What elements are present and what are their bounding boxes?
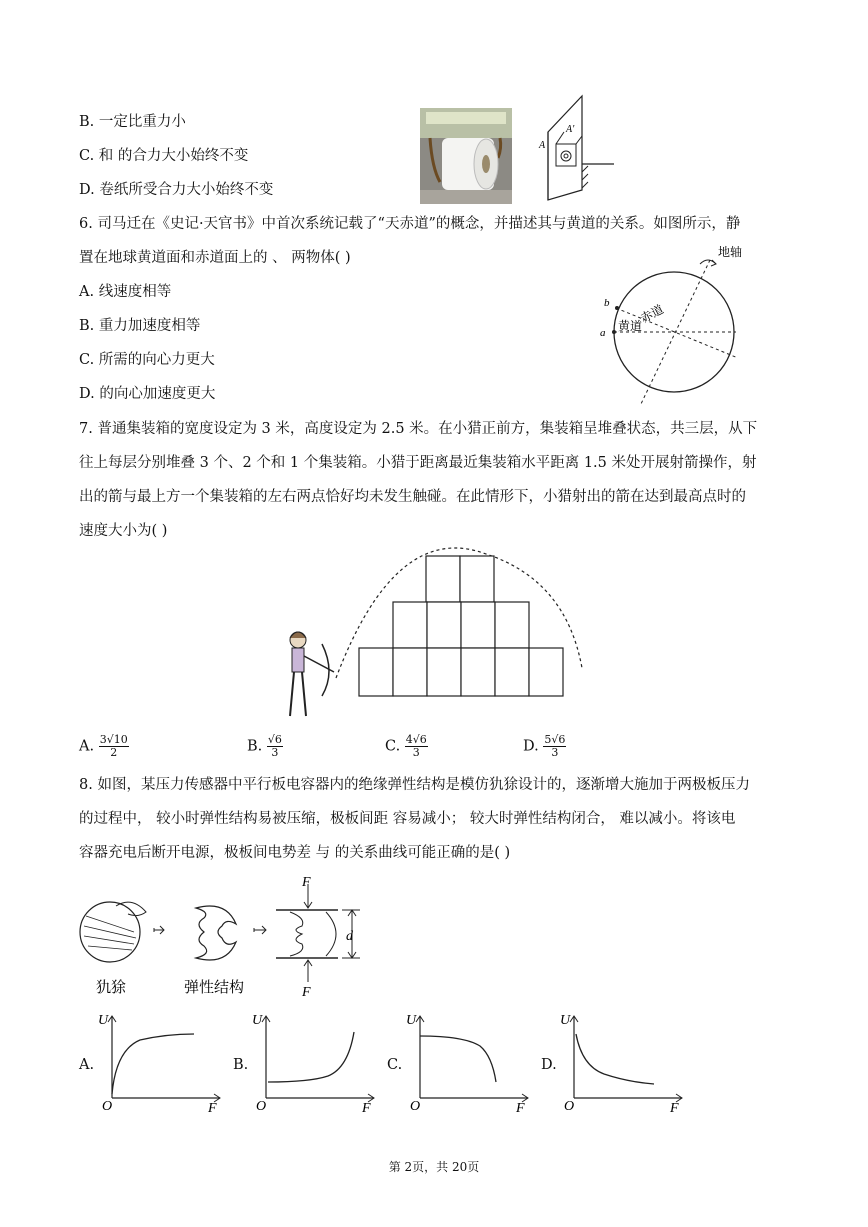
q8-line-3: 容器充电后断开电源，极板间电势差 与 的关系曲线可能正确的是( )	[79, 845, 511, 861]
y-axis-label: U	[560, 1013, 571, 1028]
q8-graph-c	[404, 1010, 536, 1114]
x-axis-label: F	[208, 1101, 217, 1114]
q7-option-b-label: B.	[247, 738, 263, 755]
q8-graph-b	[250, 1010, 382, 1114]
distance-label: d	[346, 929, 353, 944]
q5-option-d: D. 卷纸所受合力大小始终不变	[79, 182, 274, 198]
q7-option-c	[385, 734, 428, 759]
label-b: b	[604, 297, 610, 309]
curve-a	[112, 1034, 194, 1094]
q6-option-c: C. 所需的向心力更大	[79, 352, 215, 368]
y-axis-label: U	[406, 1013, 417, 1028]
label-a-prime: A'	[566, 124, 575, 135]
q7-option-c-fraction: $\frac{4√6}{3}$	[405, 733, 427, 759]
x-axis-label: F	[362, 1101, 371, 1114]
ecliptic-label: 黄道	[618, 319, 643, 333]
armadillo-drawing	[80, 902, 146, 962]
equator-label: 赤道	[638, 302, 666, 326]
page-footer: 第 2页，共 20页	[388, 1160, 480, 1174]
q7-option-d-label: D.	[523, 738, 539, 755]
label-a: A	[539, 140, 546, 151]
containers	[359, 556, 563, 696]
origin-label: O	[410, 1099, 421, 1114]
elastic-structure-label: 弹性结构	[184, 978, 245, 996]
q6-line-2: 置在地球黄道面和赤道面上的 、 两物体( )	[79, 250, 351, 266]
q8-line-2: 的过程中， 较小时弹性结构易被压缩，极板间距 容易减小； 较大时弹性结构闭合， 难以减小。将该电	[79, 811, 736, 827]
roll-holder-diagram	[538, 92, 616, 202]
paper-roll-photo	[420, 108, 512, 204]
q7-option-d-fraction: $\frac{5√6}{3}$	[544, 733, 566, 759]
q6-option-b: B. 重力加速度相等	[79, 318, 201, 334]
armadillo-label: 犰狳	[96, 978, 127, 996]
armadillo-structure-diagram	[76, 872, 376, 1000]
label-a: a	[600, 327, 606, 339]
q7-line-3: 出的箭与最上方一个集装箱的左右两点恰好均未发生触碰。在此情形下，小猎射出的箭在达到最高点时的	[79, 489, 746, 505]
q7-option-c-label: C.	[385, 738, 401, 755]
q6-option-d: D. 的向心加速度更大	[79, 386, 216, 402]
curve-b	[268, 1032, 354, 1082]
origin-label: O	[256, 1099, 267, 1114]
q5-option-b: B. 一定比重力小	[79, 114, 186, 130]
q5-option-c: C. 和 的合力大小始终不变	[79, 148, 249, 164]
q7-option-a-fraction: $\frac{3√10}{2}$	[99, 733, 128, 759]
earth-diagram	[596, 238, 766, 410]
force-label-bottom: F	[302, 985, 311, 1000]
x-axis-label: F	[670, 1101, 679, 1114]
q7-line-4: 速度大小为( )	[79, 523, 168, 539]
q7-line-1: 7. 普通集装箱的宽度设定为 3 米，高度设定为 2.5 米。在小猎正前方，集装箱呈堆叠状态，共三层，从下	[79, 421, 758, 437]
q6-line-1: 6. 司马迁在《史记·天官书》中首次系统记载了“天赤道”的概念，并描述其与黄道的关系。如图所示，静	[79, 216, 741, 232]
q8-graph-d	[558, 1010, 690, 1114]
y-axis-label: U	[98, 1013, 109, 1028]
x-axis-label: F	[516, 1101, 525, 1114]
y-axis-label: U	[252, 1013, 263, 1028]
origin-label: O	[102, 1099, 113, 1114]
q8-graph-d-label: D.	[541, 1057, 557, 1073]
force-label-top: F	[302, 875, 311, 890]
axis-label: 地轴	[718, 245, 743, 259]
q7-option-a	[79, 734, 129, 759]
curve-d	[576, 1034, 654, 1084]
q8-graph-a-label: A.	[79, 1057, 95, 1073]
archer-figure	[290, 632, 334, 716]
q7-option-b	[247, 734, 283, 759]
q7-option-d	[523, 734, 566, 759]
container-stack-diagram	[276, 540, 596, 722]
q6-option-a: A. 线速度相等	[79, 284, 172, 300]
origin-label: O	[564, 1099, 575, 1114]
q7-option-a-label: A.	[79, 738, 95, 755]
q8-graph-b-label: B.	[233, 1057, 249, 1073]
q8-line-1: 8. 如图，某压力传感器中平行板电容器内的绝缘弹性结构是模仿犰狳设计的，逐渐增大施加于两极板压力	[79, 777, 750, 793]
elastic-structure-drawing	[196, 906, 236, 960]
q7-option-b-fraction: $\frac{√6}{3}$	[267, 733, 282, 759]
curve-c	[420, 1036, 496, 1082]
q8-graph-a	[96, 1010, 228, 1114]
q7-line-2: 往上每层分别堆叠 3 个、2 个和 1 个集装箱。小猎于距离最近集装箱水平距离 1.5 米处开展射箭操作，射	[79, 455, 757, 471]
q8-graph-c-label: C.	[387, 1057, 403, 1073]
